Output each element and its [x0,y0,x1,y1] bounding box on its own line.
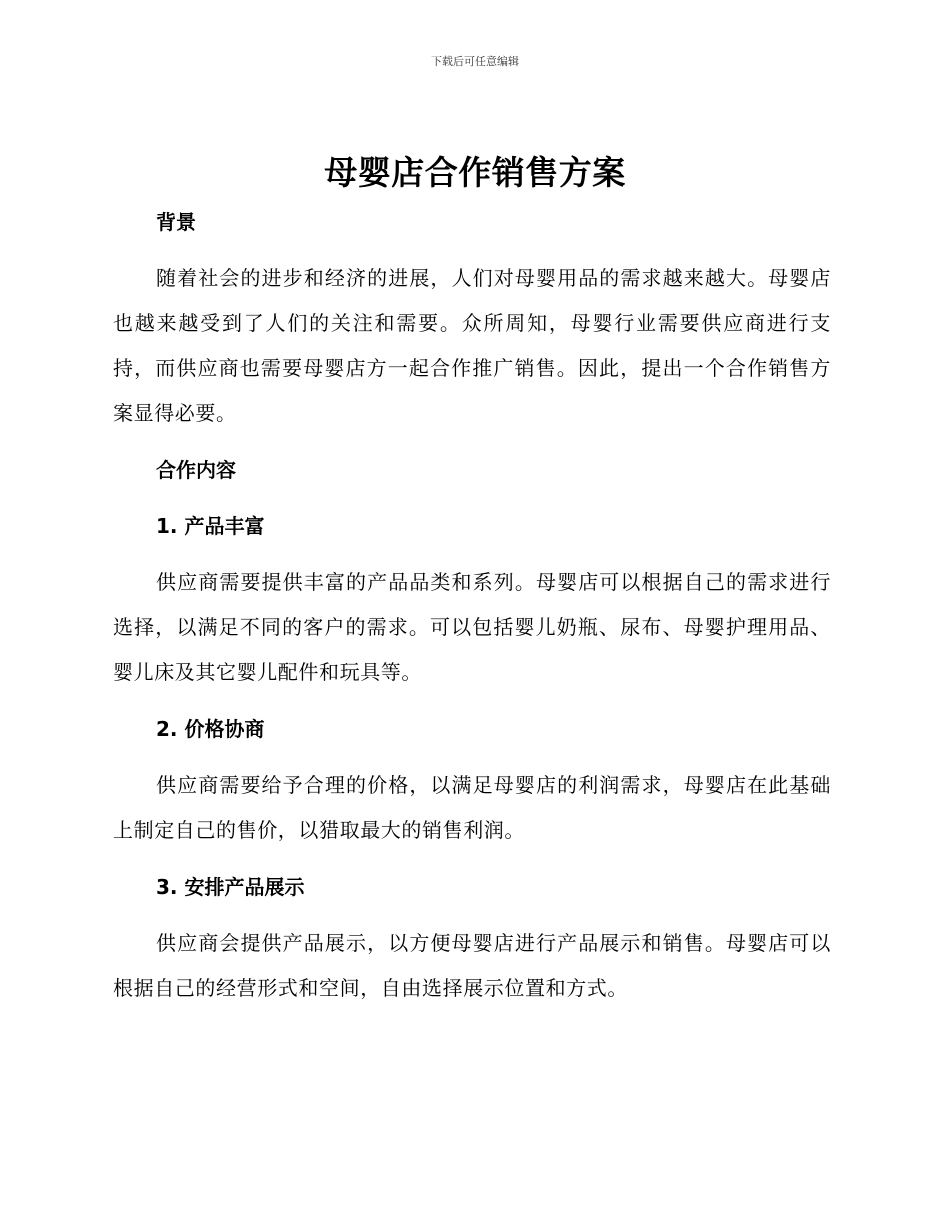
item-heading-pricing: 2. 价格协商 [156,717,265,741]
item-heading-display: 3. 安排产品展示 [156,875,305,899]
background-paragraph: 随着社会的进步和经济的进展，人们对母婴用品的需求越来越大。母婴店也越来越受到了人们的关注和需要。众所周知，母婴行业需要供应商进行支持，而供应商也需要母婴店方一起合作推广销售。因此，提出一个合作销售方案显得必要。 [113,266,831,425]
item-heading-products: 1. 产品丰富 [156,514,265,538]
document-body [113,200,831,1011]
item-paragraph-products: 供应商需要提供丰富的产品品类和系列。母婴店可以根据自己的需求进行选择，以满足不同的客户的需求。可以包括婴儿奶瓶、尿布、母婴护理用品、婴儿床及其它婴儿配件和玩具等。 [113,570,831,684]
item-paragraph-display: 供应商会提供产品展示，以方便母婴店进行产品展示和销售。母婴店可以根据自己的经营形式和空间，自由选择展示位置和方式。 [113,931,831,1000]
section-heading-cooperation: 合作内容 [156,458,236,482]
section-heading-background: 背景 [156,210,196,234]
header-note: 下载后可任意编辑 [431,55,519,68]
document-title: 母婴店合作销售方案 [324,153,626,192]
item-paragraph-pricing: 供应商需要给予合理的价格，以满足母婴店的利润需求，母婴店在此基础上制定自己的售价，以猎取最大的销售利润。 [113,773,831,842]
